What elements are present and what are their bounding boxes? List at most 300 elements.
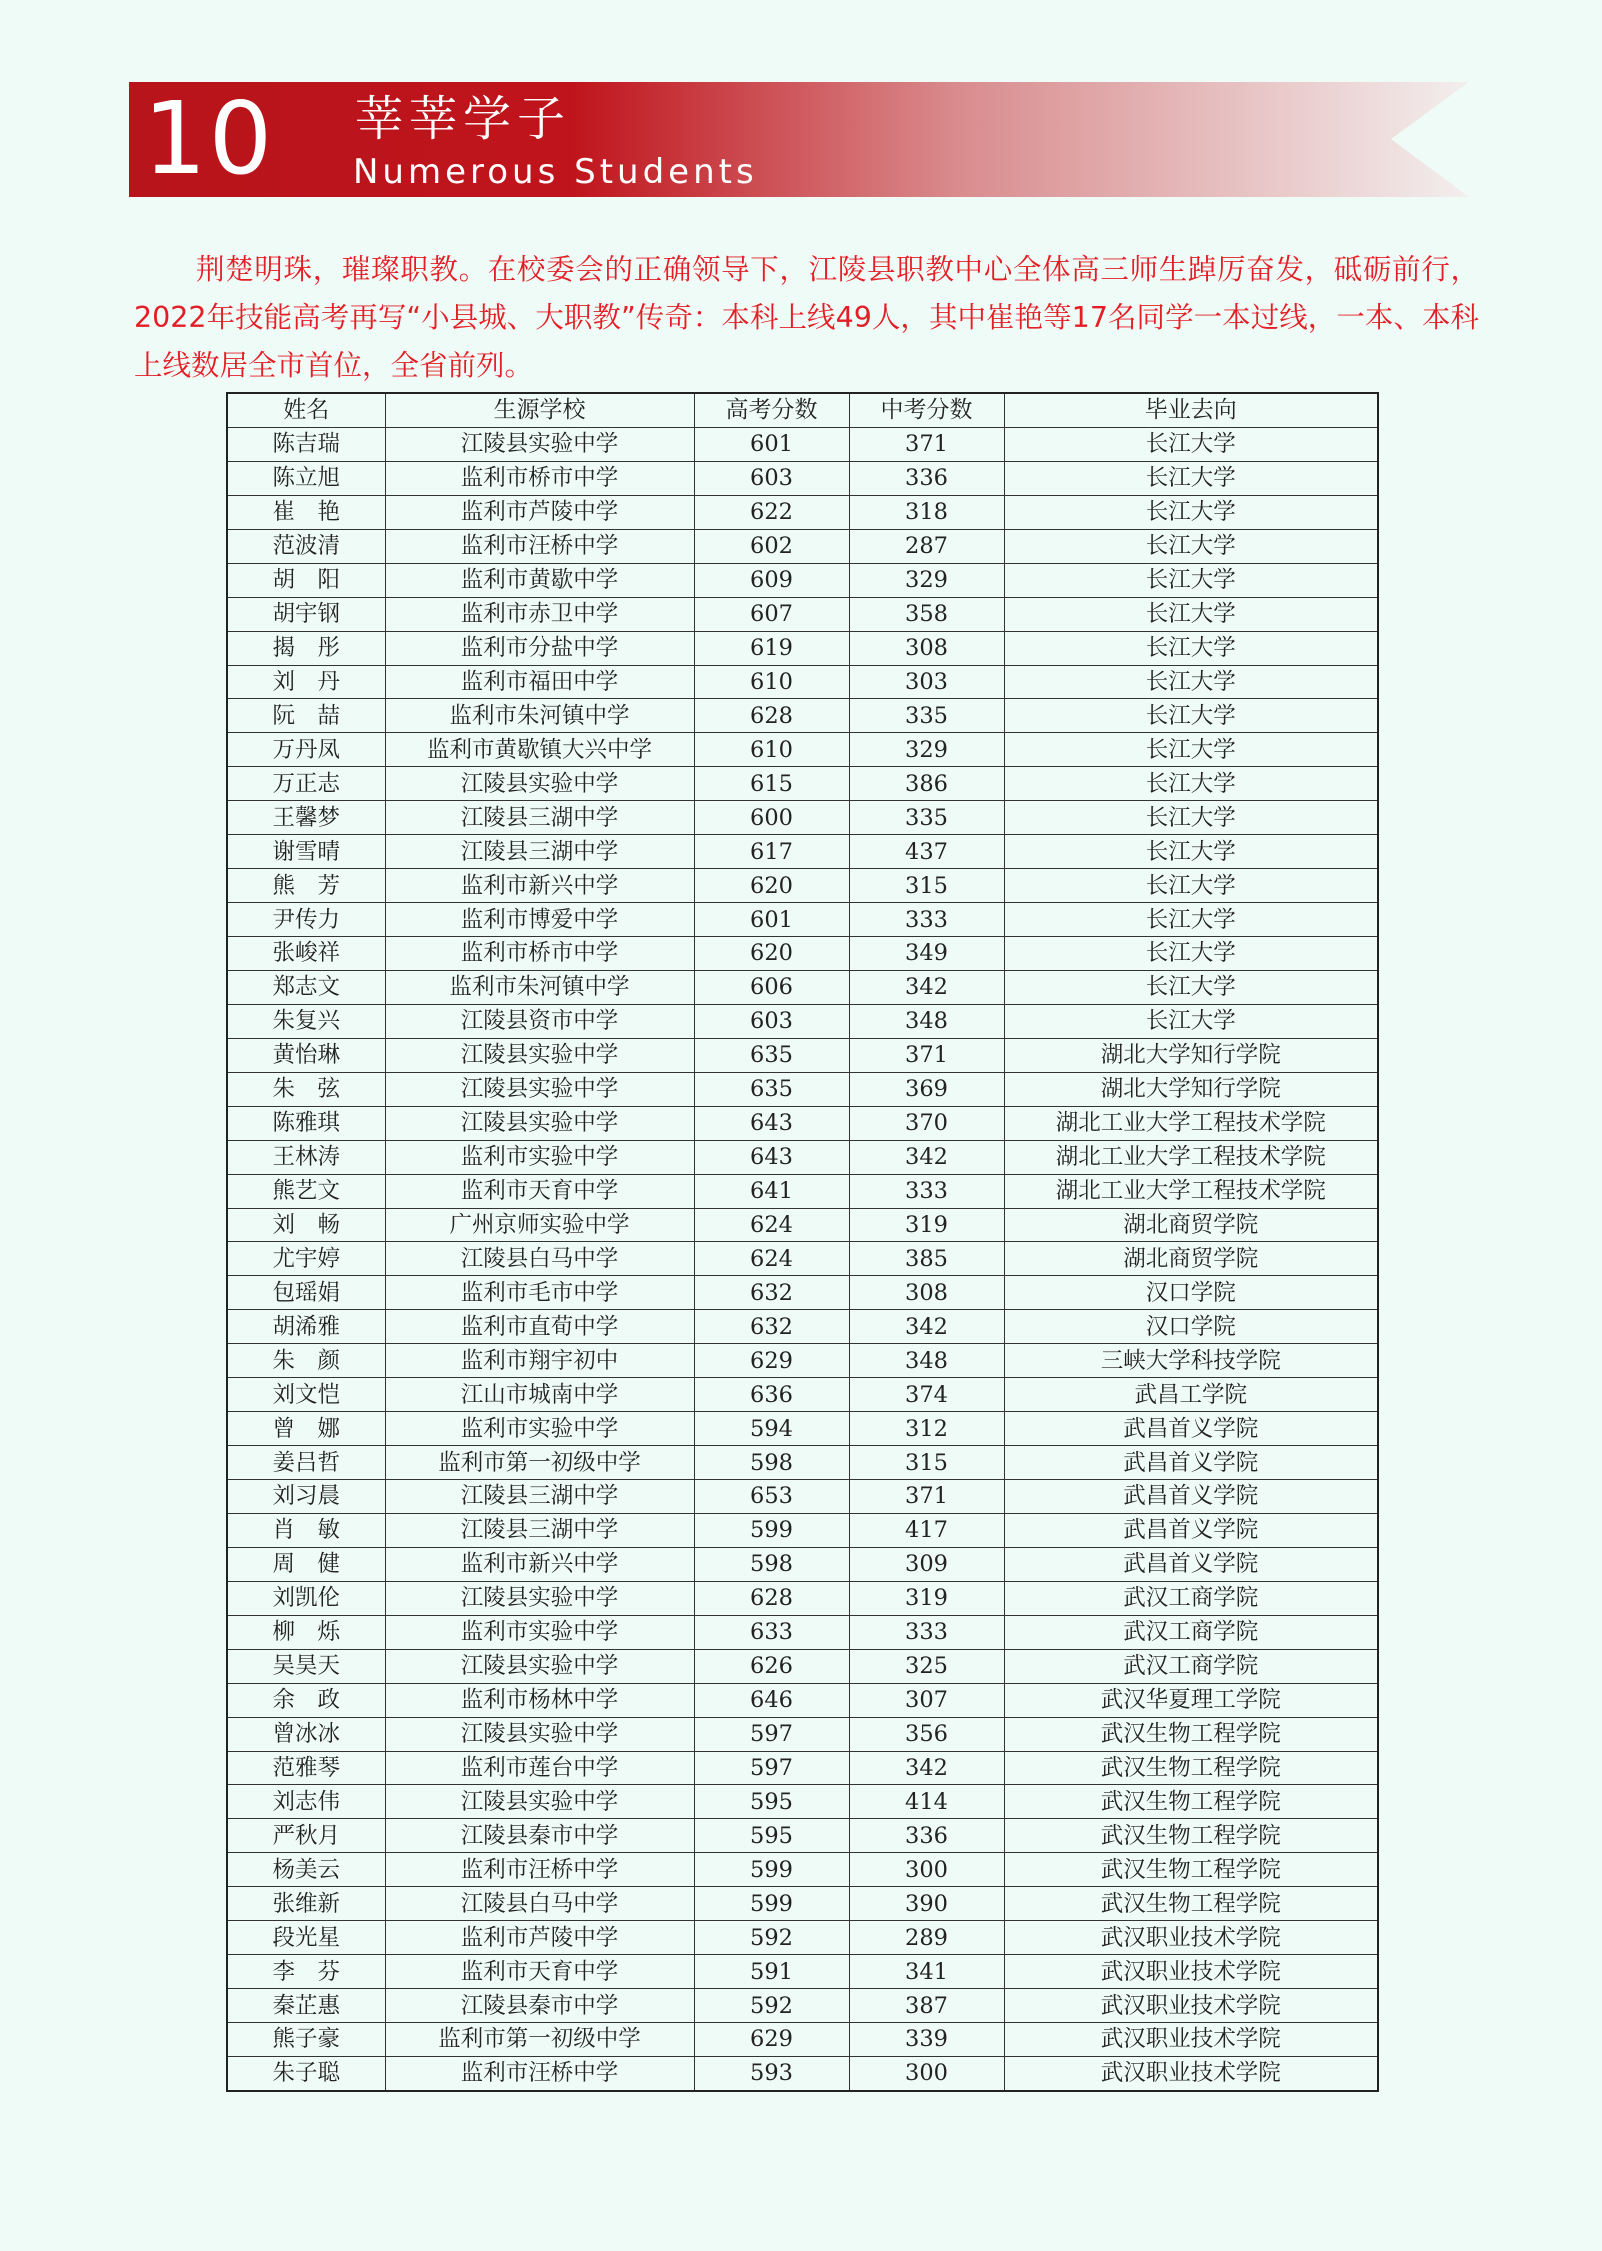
cell-name: 吴昊天 xyxy=(227,1649,385,1683)
table-row xyxy=(227,1581,1378,1615)
cell-destination: 武汉职业技术学院 xyxy=(1004,2056,1378,2090)
cell-destination: 湖北大学知行学院 xyxy=(1004,1038,1378,1072)
table-row xyxy=(227,1547,1378,1581)
table-row xyxy=(227,801,1378,835)
cell-name: 揭 彤 xyxy=(227,631,385,665)
table-row xyxy=(227,1819,1378,1853)
cell-gaokao-score: 641 xyxy=(694,1174,849,1208)
table-row xyxy=(227,1276,1378,1310)
cell-zhongkao-score: 371 xyxy=(849,427,1004,461)
cell-gaokao-score: 619 xyxy=(694,631,849,665)
cell-destination: 长江大学 xyxy=(1004,461,1378,495)
table-row xyxy=(227,1955,1378,1989)
cell-name: 刘志伟 xyxy=(227,1785,385,1819)
cell-name: 陈吉瑞 xyxy=(227,427,385,461)
table-row xyxy=(227,529,1378,563)
cell-school: 监利市汪桥中学 xyxy=(385,2056,694,2090)
cell-destination: 武昌首义学院 xyxy=(1004,1446,1378,1480)
cell-name: 张维新 xyxy=(227,1887,385,1921)
cell-zhongkao-score: 387 xyxy=(849,1989,1004,2023)
cell-destination: 武汉生物工程学院 xyxy=(1004,1819,1378,1853)
cell-gaokao-score: 599 xyxy=(694,1853,849,1887)
cell-destination: 长江大学 xyxy=(1004,801,1378,835)
section-subtitle: Numerous Students xyxy=(353,152,758,192)
cell-gaokao-score: 595 xyxy=(694,1819,849,1853)
cell-zhongkao-score: 300 xyxy=(849,2056,1004,2090)
cell-zhongkao-score: 308 xyxy=(849,631,1004,665)
table-row xyxy=(227,1344,1378,1378)
cell-destination: 长江大学 xyxy=(1004,767,1378,801)
cell-name: 刘 丹 xyxy=(227,665,385,699)
cell-school: 监利市汪桥中学 xyxy=(385,1853,694,1887)
cell-school: 监利市毛市中学 xyxy=(385,1276,694,1310)
cell-destination: 长江大学 xyxy=(1004,903,1378,937)
cell-school: 监利市分盐中学 xyxy=(385,631,694,665)
cell-name: 范波清 xyxy=(227,529,385,563)
cell-name: 王馨梦 xyxy=(227,801,385,835)
table-row xyxy=(227,1208,1378,1242)
cell-gaokao-score: 624 xyxy=(694,1208,849,1242)
table-row xyxy=(227,1615,1378,1649)
cell-name: 姜吕哲 xyxy=(227,1446,385,1480)
cell-school: 监利市杨林中学 xyxy=(385,1683,694,1717)
section-title: 莘莘学子 xyxy=(355,91,572,147)
cell-school: 监利市天育中学 xyxy=(385,1955,694,1989)
cell-gaokao-score: 622 xyxy=(694,495,849,529)
cell-destination: 武汉工商学院 xyxy=(1004,1581,1378,1615)
cell-gaokao-score: 617 xyxy=(694,835,849,869)
cell-zhongkao-score: 370 xyxy=(849,1106,1004,1140)
cell-school: 广州京师实验中学 xyxy=(385,1208,694,1242)
header-name: 姓名 xyxy=(227,393,385,427)
cell-gaokao-score: 600 xyxy=(694,801,849,835)
cell-name: 刘 畅 xyxy=(227,1208,385,1242)
cell-destination: 武昌首义学院 xyxy=(1004,1412,1378,1446)
cell-name: 曾 娜 xyxy=(227,1412,385,1446)
cell-zhongkao-score: 335 xyxy=(849,801,1004,835)
cell-zhongkao-score: 318 xyxy=(849,495,1004,529)
cell-destination: 武昌工学院 xyxy=(1004,1378,1378,1412)
cell-destination: 武汉职业技术学院 xyxy=(1004,2023,1378,2057)
cell-school: 监利市芦陵中学 xyxy=(385,1921,694,1955)
cell-zhongkao-score: 358 xyxy=(849,597,1004,631)
cell-destination: 武汉生物工程学院 xyxy=(1004,1887,1378,1921)
cell-zhongkao-score: 341 xyxy=(849,1955,1004,1989)
banner-ribbon xyxy=(129,82,1469,197)
cell-destination: 湖北工业大学工程技术学院 xyxy=(1004,1140,1378,1174)
cell-gaokao-score: 601 xyxy=(694,903,849,937)
cell-name: 刘凯伦 xyxy=(227,1581,385,1615)
cell-destination: 长江大学 xyxy=(1004,970,1378,1004)
cell-school: 监利市直荀中学 xyxy=(385,1310,694,1344)
cell-school: 江陵县秦市中学 xyxy=(385,1989,694,2023)
cell-name: 熊 芳 xyxy=(227,869,385,903)
cell-school: 监利市汪桥中学 xyxy=(385,529,694,563)
cell-name: 尤宇婷 xyxy=(227,1242,385,1276)
cell-school: 江陵县实验中学 xyxy=(385,427,694,461)
cell-zhongkao-score: 342 xyxy=(849,1310,1004,1344)
cell-school: 监利市第一初级中学 xyxy=(385,2023,694,2057)
cell-gaokao-score: 636 xyxy=(694,1378,849,1412)
cell-gaokao-score: 615 xyxy=(694,767,849,801)
cell-school: 监利市芦陵中学 xyxy=(385,495,694,529)
cell-gaokao-score: 598 xyxy=(694,1446,849,1480)
cell-school: 江陵县白马中学 xyxy=(385,1887,694,1921)
cell-destination: 长江大学 xyxy=(1004,937,1378,971)
cell-gaokao-score: 633 xyxy=(694,1615,849,1649)
cell-gaokao-score: 602 xyxy=(694,529,849,563)
cell-zhongkao-score: 437 xyxy=(849,835,1004,869)
cell-name: 黄怡琳 xyxy=(227,1038,385,1072)
table-row xyxy=(227,631,1378,665)
cell-name: 朱复兴 xyxy=(227,1004,385,1038)
cell-school: 江陵县秦市中学 xyxy=(385,1819,694,1853)
cell-destination: 湖北工业大学工程技术学院 xyxy=(1004,1106,1378,1140)
cell-zhongkao-score: 309 xyxy=(849,1547,1004,1581)
cell-name: 朱 颜 xyxy=(227,1344,385,1378)
cell-school: 江陵县实验中学 xyxy=(385,1072,694,1106)
cell-destination: 武汉生物工程学院 xyxy=(1004,1717,1378,1751)
cell-school: 监利市实验中学 xyxy=(385,1615,694,1649)
cell-zhongkao-score: 333 xyxy=(849,903,1004,937)
cell-gaokao-score: 653 xyxy=(694,1480,849,1514)
table-row xyxy=(227,937,1378,971)
cell-zhongkao-score: 371 xyxy=(849,1038,1004,1072)
cell-gaokao-score: 603 xyxy=(694,461,849,495)
cell-school: 监利市黄歇镇大兴中学 xyxy=(385,733,694,767)
table-row xyxy=(227,2023,1378,2057)
header-zhongkao-score: 中考分数 xyxy=(849,393,1004,427)
table-row xyxy=(227,1785,1378,1819)
cell-destination: 武汉华夏理工学院 xyxy=(1004,1683,1378,1717)
cell-gaokao-score: 592 xyxy=(694,1989,849,2023)
cell-school: 江陵县实验中学 xyxy=(385,1717,694,1751)
cell-destination: 长江大学 xyxy=(1004,699,1378,733)
cell-zhongkao-score: 348 xyxy=(849,1004,1004,1038)
cell-gaokao-score: 628 xyxy=(694,699,849,733)
cell-school: 监利市实验中学 xyxy=(385,1412,694,1446)
cell-name: 段光星 xyxy=(227,1921,385,1955)
cell-name: 曾冰冰 xyxy=(227,1717,385,1751)
table-row xyxy=(227,495,1378,529)
cell-gaokao-score: 610 xyxy=(694,665,849,699)
cell-name: 万丹凤 xyxy=(227,733,385,767)
cell-school: 监利市翔宇初中 xyxy=(385,1344,694,1378)
header-gaokao-score: 高考分数 xyxy=(694,393,849,427)
cell-name: 杨美云 xyxy=(227,1853,385,1887)
cell-school: 监利市博爱中学 xyxy=(385,903,694,937)
cell-zhongkao-score: 348 xyxy=(849,1344,1004,1378)
students-table xyxy=(226,392,1379,2092)
table-row xyxy=(227,970,1378,1004)
cell-name: 阮 喆 xyxy=(227,699,385,733)
cell-destination: 武汉工商学院 xyxy=(1004,1649,1378,1683)
cell-school: 监利市天育中学 xyxy=(385,1174,694,1208)
cell-destination: 长江大学 xyxy=(1004,597,1378,631)
cell-name: 陈雅琪 xyxy=(227,1106,385,1140)
table-row xyxy=(227,767,1378,801)
cell-school: 监利市莲台中学 xyxy=(385,1751,694,1785)
cell-zhongkao-score: 349 xyxy=(849,937,1004,971)
cell-name: 熊子豪 xyxy=(227,2023,385,2057)
cell-zhongkao-score: 319 xyxy=(849,1581,1004,1615)
cell-school: 江陵县白马中学 xyxy=(385,1242,694,1276)
cell-zhongkao-score: 319 xyxy=(849,1208,1004,1242)
cell-zhongkao-score: 390 xyxy=(849,1887,1004,1921)
table-row xyxy=(227,2056,1378,2090)
cell-gaokao-score: 592 xyxy=(694,1921,849,1955)
cell-school: 监利市黄歇中学 xyxy=(385,563,694,597)
cell-gaokao-score: 599 xyxy=(694,1887,849,1921)
cell-name: 尹传力 xyxy=(227,903,385,937)
cell-school: 监利市朱河镇中学 xyxy=(385,970,694,1004)
cell-destination: 长江大学 xyxy=(1004,495,1378,529)
cell-school: 江陵县实验中学 xyxy=(385,1785,694,1819)
cell-name: 王林涛 xyxy=(227,1140,385,1174)
cell-zhongkao-score: 287 xyxy=(849,529,1004,563)
cell-gaokao-score: 603 xyxy=(694,1004,849,1038)
cell-gaokao-score: 629 xyxy=(694,2023,849,2057)
cell-gaokao-score: 599 xyxy=(694,1513,849,1547)
cell-school: 监利市实验中学 xyxy=(385,1140,694,1174)
cell-name: 胡 阳 xyxy=(227,563,385,597)
table-row xyxy=(227,597,1378,631)
cell-destination: 武昌首义学院 xyxy=(1004,1480,1378,1514)
cell-destination: 武昌首义学院 xyxy=(1004,1547,1378,1581)
cell-school: 监利市福田中学 xyxy=(385,665,694,699)
cell-school: 江陵县资市中学 xyxy=(385,1004,694,1038)
cell-school: 江陵县实验中学 xyxy=(385,1649,694,1683)
cell-destination: 汉口学院 xyxy=(1004,1310,1378,1344)
table-header-row xyxy=(227,393,1378,427)
cell-gaokao-score: 591 xyxy=(694,1955,849,1989)
cell-destination: 长江大学 xyxy=(1004,529,1378,563)
cell-gaokao-score: 601 xyxy=(694,427,849,461)
cell-name: 柳 烁 xyxy=(227,1615,385,1649)
table-row xyxy=(227,1751,1378,1785)
cell-name: 范雅琴 xyxy=(227,1751,385,1785)
cell-gaokao-score: 635 xyxy=(694,1038,849,1072)
table-row xyxy=(227,1887,1378,1921)
cell-gaokao-score: 635 xyxy=(694,1072,849,1106)
cell-zhongkao-score: 342 xyxy=(849,970,1004,1004)
cell-school: 监利市新兴中学 xyxy=(385,1547,694,1581)
cell-zhongkao-score: 336 xyxy=(849,461,1004,495)
table-row xyxy=(227,1446,1378,1480)
cell-destination: 武汉职业技术学院 xyxy=(1004,1921,1378,1955)
cell-name: 余 政 xyxy=(227,1683,385,1717)
cell-gaokao-score: 628 xyxy=(694,1581,849,1615)
cell-school: 监利市桥市中学 xyxy=(385,461,694,495)
cell-gaokao-score: 598 xyxy=(694,1547,849,1581)
cell-school: 监利市第一初级中学 xyxy=(385,1446,694,1480)
cell-destination: 湖北工业大学工程技术学院 xyxy=(1004,1174,1378,1208)
cell-zhongkao-score: 414 xyxy=(849,1785,1004,1819)
cell-name: 郑志文 xyxy=(227,970,385,1004)
cell-zhongkao-score: 329 xyxy=(849,733,1004,767)
cell-zhongkao-score: 356 xyxy=(849,1717,1004,1751)
cell-school: 江山市城南中学 xyxy=(385,1378,694,1412)
cell-zhongkao-score: 374 xyxy=(849,1378,1004,1412)
table-row xyxy=(227,665,1378,699)
cell-name: 刘文恺 xyxy=(227,1378,385,1412)
cell-school: 监利市朱河镇中学 xyxy=(385,699,694,733)
cell-zhongkao-score: 312 xyxy=(849,1412,1004,1446)
table-row xyxy=(227,1242,1378,1276)
cell-gaokao-score: 595 xyxy=(694,1785,849,1819)
intro-paragraph: 荆楚明珠，璀璨职教。在校委会的正确领导下，江陵县职教中心全体高三师生踔厉奋发，砥砺前行，2022年技能高考再写“小县城、大职教”传奇：本科上线49人，其中崔艳等17名同学一本过线，一本、本科上线数居全市首位，全省前列。 xyxy=(134,253,1479,382)
cell-zhongkao-score: 342 xyxy=(849,1751,1004,1785)
table-row xyxy=(227,1717,1378,1751)
cell-name: 肖 敏 xyxy=(227,1513,385,1547)
cell-destination: 武汉生物工程学院 xyxy=(1004,1751,1378,1785)
cell-zhongkao-score: 333 xyxy=(849,1174,1004,1208)
cell-zhongkao-score: 315 xyxy=(849,1446,1004,1480)
page-header-banner xyxy=(129,82,1469,197)
cell-destination: 汉口学院 xyxy=(1004,1276,1378,1310)
cell-name: 朱子聪 xyxy=(227,2056,385,2090)
cell-zhongkao-score: 371 xyxy=(849,1480,1004,1514)
table-row xyxy=(227,1378,1378,1412)
cell-school: 监利市赤卫中学 xyxy=(385,597,694,631)
cell-zhongkao-score: 336 xyxy=(849,1819,1004,1853)
cell-zhongkao-score: 333 xyxy=(849,1615,1004,1649)
table-row xyxy=(227,1989,1378,2023)
cell-name: 陈立旭 xyxy=(227,461,385,495)
cell-destination: 武汉工商学院 xyxy=(1004,1615,1378,1649)
cell-zhongkao-score: 335 xyxy=(849,699,1004,733)
cell-destination: 武汉生物工程学院 xyxy=(1004,1853,1378,1887)
table-row xyxy=(227,563,1378,597)
cell-zhongkao-score: 386 xyxy=(849,767,1004,801)
table-row xyxy=(227,1174,1378,1208)
cell-name: 包瑶娟 xyxy=(227,1276,385,1310)
cell-school: 江陵县实验中学 xyxy=(385,1106,694,1140)
cell-name: 熊艺文 xyxy=(227,1174,385,1208)
cell-destination: 长江大学 xyxy=(1004,733,1378,767)
cell-zhongkao-score: 417 xyxy=(849,1513,1004,1547)
cell-zhongkao-score: 385 xyxy=(849,1242,1004,1276)
table-row xyxy=(227,1310,1378,1344)
header-school: 生源学校 xyxy=(385,393,694,427)
table-row xyxy=(227,461,1378,495)
cell-gaokao-score: 593 xyxy=(694,2056,849,2090)
header-destination: 毕业去向 xyxy=(1004,393,1378,427)
table-row xyxy=(227,1853,1378,1887)
cell-zhongkao-score: 369 xyxy=(849,1072,1004,1106)
cell-destination: 长江大学 xyxy=(1004,563,1378,597)
cell-zhongkao-score: 315 xyxy=(849,869,1004,903)
cell-school: 监利市新兴中学 xyxy=(385,869,694,903)
table-row xyxy=(227,1038,1378,1072)
cell-gaokao-score: 643 xyxy=(694,1106,849,1140)
table-row xyxy=(227,1412,1378,1446)
cell-zhongkao-score: 339 xyxy=(849,2023,1004,2057)
cell-school: 江陵县实验中学 xyxy=(385,767,694,801)
table-row xyxy=(227,427,1378,461)
cell-school: 江陵县三湖中学 xyxy=(385,1480,694,1514)
cell-destination: 长江大学 xyxy=(1004,427,1378,461)
cell-name: 刘习晨 xyxy=(227,1480,385,1514)
table-body xyxy=(227,427,1378,2090)
table-row xyxy=(227,699,1378,733)
cell-gaokao-score: 643 xyxy=(694,1140,849,1174)
cell-gaokao-score: 607 xyxy=(694,597,849,631)
cell-gaokao-score: 620 xyxy=(694,869,849,903)
table-row xyxy=(227,733,1378,767)
cell-gaokao-score: 626 xyxy=(694,1649,849,1683)
table-row xyxy=(227,869,1378,903)
cell-zhongkao-score: 325 xyxy=(849,1649,1004,1683)
table-row xyxy=(227,1480,1378,1514)
cell-name: 周 健 xyxy=(227,1547,385,1581)
cell-school: 江陵县实验中学 xyxy=(385,1581,694,1615)
cell-gaokao-score: 632 xyxy=(694,1310,849,1344)
table-row xyxy=(227,1106,1378,1140)
cell-destination: 长江大学 xyxy=(1004,869,1378,903)
cell-name: 谢雪晴 xyxy=(227,835,385,869)
cell-gaokao-score: 646 xyxy=(694,1683,849,1717)
cell-destination: 湖北商贸学院 xyxy=(1004,1208,1378,1242)
cell-gaokao-score: 597 xyxy=(694,1717,849,1751)
cell-school: 江陵县实验中学 xyxy=(385,1038,694,1072)
cell-name: 李 芬 xyxy=(227,1955,385,1989)
cell-gaokao-score: 606 xyxy=(694,970,849,1004)
cell-zhongkao-score: 300 xyxy=(849,1853,1004,1887)
cell-gaokao-score: 597 xyxy=(694,1751,849,1785)
cell-gaokao-score: 610 xyxy=(694,733,849,767)
cell-gaokao-score: 624 xyxy=(694,1242,849,1276)
cell-name: 朱 弦 xyxy=(227,1072,385,1106)
cell-school: 江陵县三湖中学 xyxy=(385,801,694,835)
table-row xyxy=(227,903,1378,937)
table-row xyxy=(227,1683,1378,1717)
cell-destination: 长江大学 xyxy=(1004,631,1378,665)
table-row xyxy=(227,1513,1378,1547)
cell-gaokao-score: 632 xyxy=(694,1276,849,1310)
cell-destination: 武昌首义学院 xyxy=(1004,1513,1378,1547)
table-row xyxy=(227,1140,1378,1174)
cell-destination: 长江大学 xyxy=(1004,665,1378,699)
cell-destination: 长江大学 xyxy=(1004,1004,1378,1038)
cell-name: 秦芷惠 xyxy=(227,1989,385,2023)
cell-zhongkao-score: 342 xyxy=(849,1140,1004,1174)
cell-school: 江陵县三湖中学 xyxy=(385,835,694,869)
cell-school: 监利市桥市中学 xyxy=(385,937,694,971)
page-number: 10 xyxy=(143,80,275,197)
cell-zhongkao-score: 329 xyxy=(849,563,1004,597)
cell-name: 崔 艳 xyxy=(227,495,385,529)
cell-name: 万正志 xyxy=(227,767,385,801)
cell-zhongkao-score: 303 xyxy=(849,665,1004,699)
table-row xyxy=(227,1649,1378,1683)
cell-zhongkao-score: 289 xyxy=(849,1921,1004,1955)
cell-zhongkao-score: 308 xyxy=(849,1276,1004,1310)
cell-name: 严秋月 xyxy=(227,1819,385,1853)
table-row xyxy=(227,1004,1378,1038)
cell-gaokao-score: 609 xyxy=(694,563,849,597)
cell-destination: 武汉职业技术学院 xyxy=(1004,1989,1378,2023)
cell-destination: 长江大学 xyxy=(1004,835,1378,869)
cell-gaokao-score: 620 xyxy=(694,937,849,971)
cell-name: 张峻祥 xyxy=(227,937,385,971)
table-row xyxy=(227,1921,1378,1955)
cell-name: 胡浠雅 xyxy=(227,1310,385,1344)
cell-gaokao-score: 594 xyxy=(694,1412,849,1446)
cell-zhongkao-score: 307 xyxy=(849,1683,1004,1717)
cell-gaokao-score: 629 xyxy=(694,1344,849,1378)
table-row xyxy=(227,835,1378,869)
